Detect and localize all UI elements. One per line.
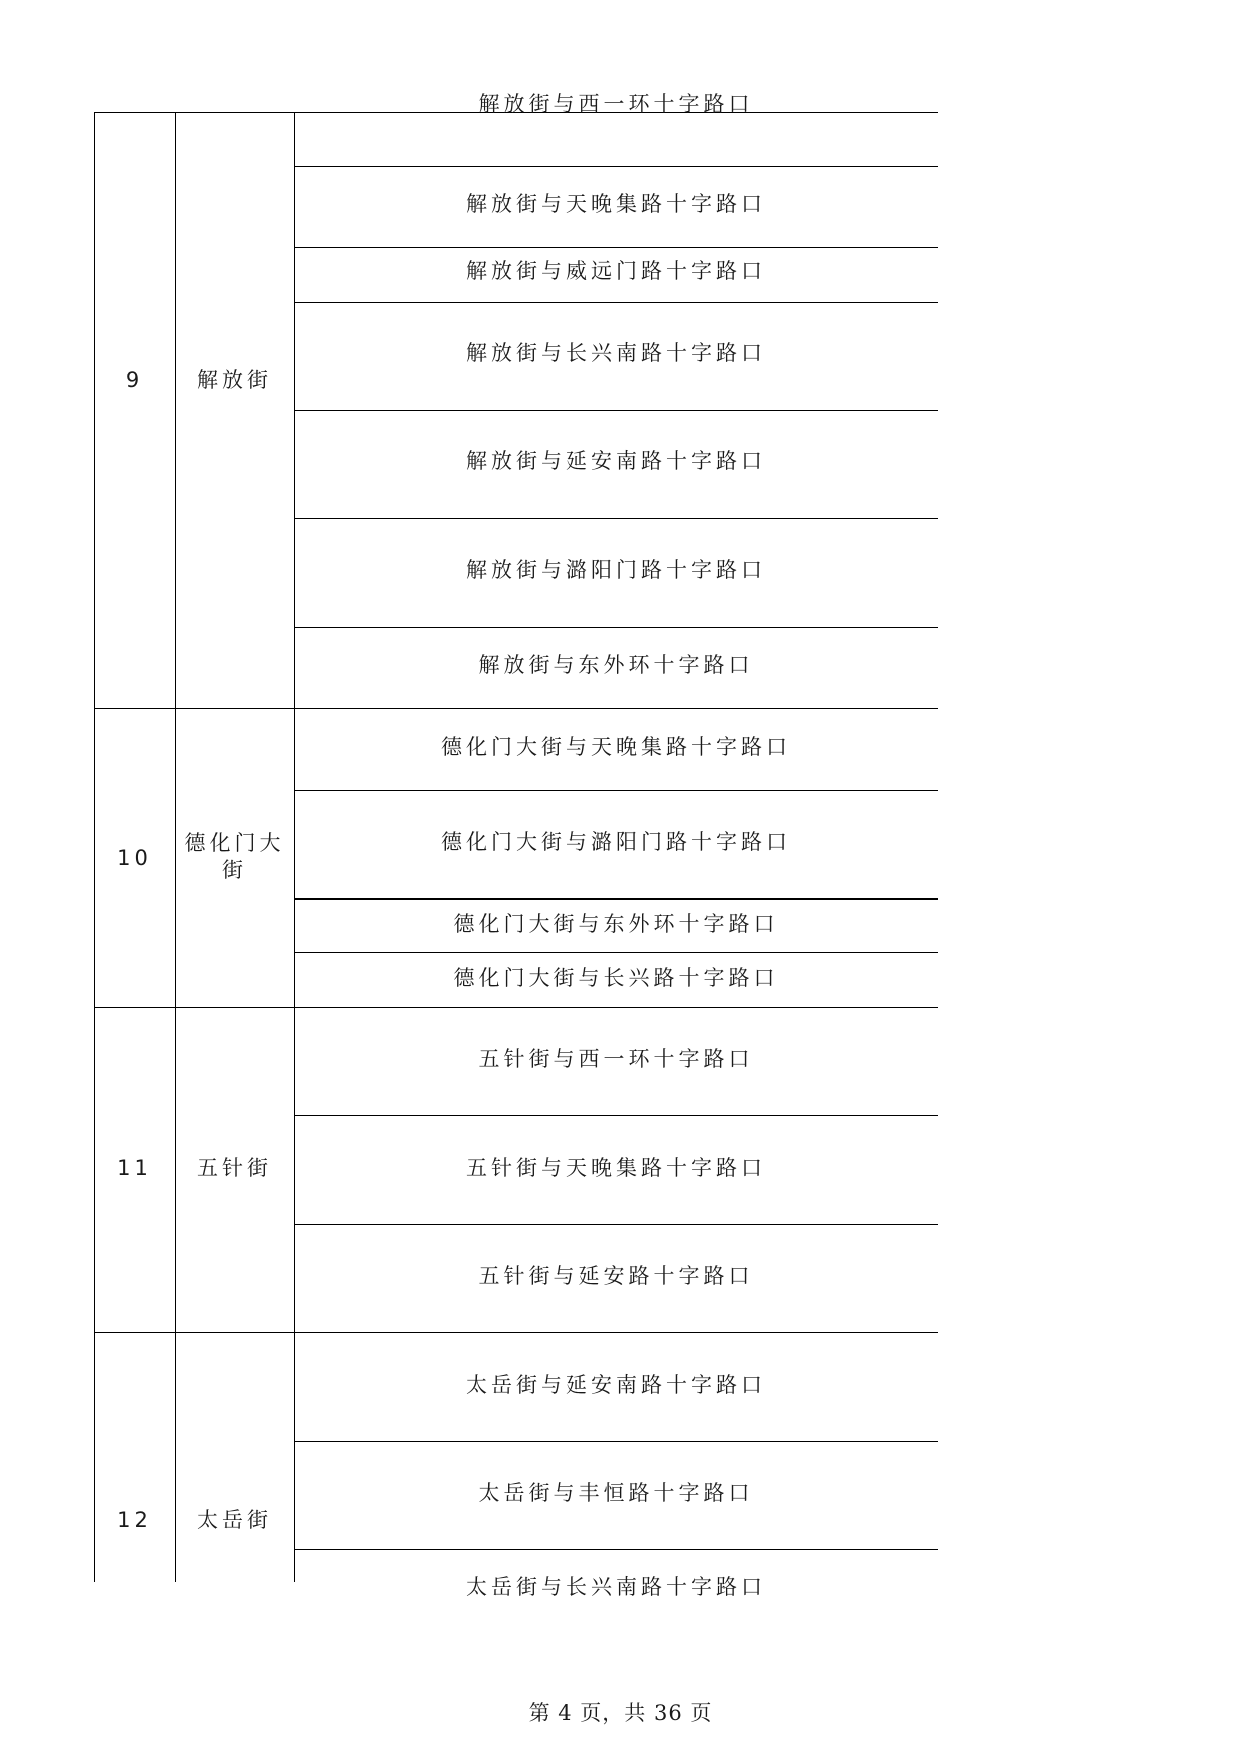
page-footer: 第 4 页，共 36 页	[528, 1701, 713, 1725]
intersection-cell: 解放街与威远门路十字路口	[466, 259, 766, 283]
row-divider	[294, 898, 938, 900]
group-divider	[94, 1332, 938, 1333]
row-divider	[294, 410, 938, 411]
intersection-cell: 德化门大街与东外环十字路口	[453, 912, 779, 936]
intersection-cell	[294, 1568, 938, 1599]
street-name: 解放街	[197, 368, 272, 392]
intersection-cell: 太岳街与丰恒路十字路口	[478, 1481, 754, 1505]
intersection-cell: 五针街与天晚集路十字路口	[466, 1156, 766, 1180]
row-divider	[294, 1224, 938, 1225]
row-divider	[294, 1115, 938, 1116]
intersection-cell: 德化门大街与天晚集路十字路口	[441, 735, 791, 759]
intersection-cell: 解放街与潞阳门路十字路口	[466, 558, 766, 582]
intersection-cell: 太岳街与延安南路十字路口	[466, 1373, 766, 1397]
intersection-cell: 德化门大街与潞阳门路十字路口	[441, 830, 791, 854]
street-name: 五针街	[197, 1156, 272, 1180]
intersection-cell: 解放街与天晚集路十字路口	[466, 192, 766, 216]
row-number: 11	[117, 1156, 152, 1180]
row-divider	[294, 790, 938, 791]
street-name-line1: 德化门大	[184, 831, 285, 855]
row-divider	[294, 247, 938, 248]
row-divider	[294, 952, 938, 953]
row-number: 12	[117, 1508, 152, 1532]
intersection-text: 太岳街与长兴南路十字路口	[466, 1575, 766, 1599]
intersection-cell: 解放街与东外环十字路口	[478, 653, 754, 677]
row-divider	[294, 166, 938, 167]
intersection-text: 解放街与西一环十字路口	[478, 92, 754, 116]
row-divider	[294, 302, 938, 303]
group-divider	[94, 1007, 938, 1008]
row-divider	[294, 518, 938, 519]
row-divider	[294, 627, 938, 628]
row-number: 9	[125, 368, 144, 392]
street-name-line2: 街	[222, 858, 247, 882]
intersection-cell: 五针街与西一环十字路口	[478, 1047, 754, 1071]
street-name: 太岳街	[197, 1508, 272, 1532]
row-number: 10	[117, 846, 152, 870]
intersection-cell: 德化门大街与长兴路十字路口	[453, 966, 779, 990]
intersection-cell: 解放街与长兴南路十字路口	[466, 341, 766, 365]
intersection-cell	[294, 92, 938, 116]
intersection-cell: 五针街与延安路十字路口	[478, 1264, 754, 1288]
intersection-cell: 解放街与延安南路十字路口	[466, 449, 766, 473]
group-divider	[94, 708, 938, 709]
row-divider	[294, 1549, 938, 1550]
row-divider	[294, 1441, 938, 1442]
